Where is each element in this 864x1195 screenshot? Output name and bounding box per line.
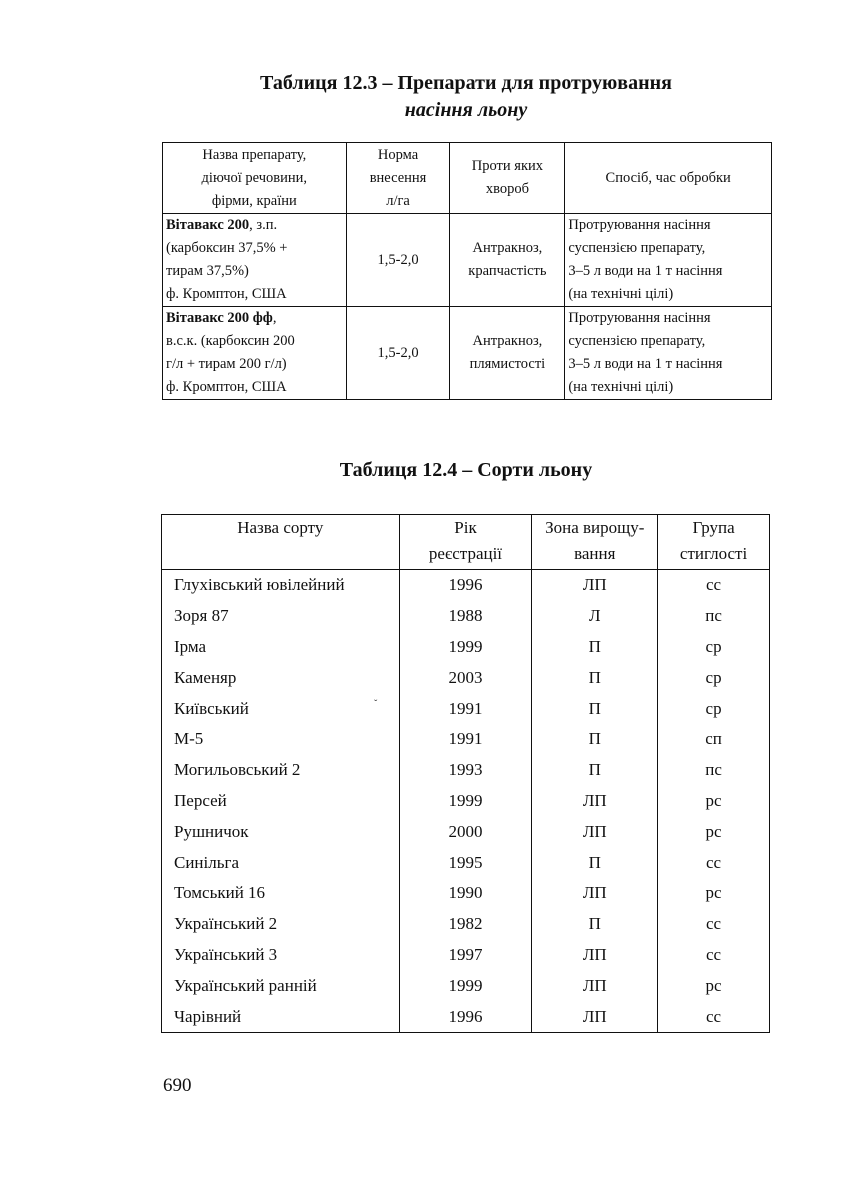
ripeness-group: ср	[658, 662, 770, 693]
registration-year: 1997	[399, 940, 532, 971]
t1-cell-disease: Антракноз, плямистості	[450, 307, 565, 400]
growing-zone: Л	[532, 601, 658, 632]
t1-cell-method: Протруювання насіння суспензією препарату, 3–5 л води на 1 т насіння (на технічні цілі)	[565, 307, 772, 400]
table-row	[162, 662, 770, 693]
table-12-3-title-line2: насіння льону	[404, 99, 528, 121]
variety-name: М-5	[162, 724, 400, 755]
registration-year: 1991	[399, 724, 532, 755]
ripeness-group: сп	[658, 724, 770, 755]
table-row	[162, 601, 770, 632]
t1-row	[163, 214, 772, 307]
registration-year: 1996	[399, 570, 532, 601]
t2-header-group: Група стиглості	[658, 515, 770, 570]
table-row	[162, 570, 770, 601]
variety-name: Київський	[162, 693, 400, 724]
variety-name: Глухівський ювілейний	[162, 570, 400, 601]
growing-zone: ЛП	[532, 816, 658, 847]
registration-year: 1988	[399, 601, 532, 632]
t2-header-variety: Назва сорту	[162, 515, 400, 570]
registration-year: 2000	[399, 816, 532, 847]
growing-zone: П	[532, 632, 658, 663]
t1-header-method: Спосіб, час обробки	[565, 143, 772, 214]
variety-name: Персей	[162, 786, 400, 817]
variety-name: Український 2	[162, 909, 400, 940]
scan-speck: ˇ	[374, 699, 378, 710]
table-row	[162, 1001, 770, 1032]
ripeness-group: пс	[658, 601, 770, 632]
growing-zone: П	[532, 909, 658, 940]
t1-row	[163, 307, 772, 400]
registration-year: 2003	[399, 662, 532, 693]
t2-body	[162, 570, 770, 1033]
growing-zone: ЛП	[532, 1001, 658, 1032]
t1-cell-rate: 1,5-2,0	[346, 214, 450, 307]
ripeness-group: пс	[658, 755, 770, 786]
registration-year: 1995	[399, 847, 532, 878]
table-row	[162, 970, 770, 1001]
t1-header-name: Назва препарату, діючої речовини, фірми, країни	[163, 143, 347, 214]
registration-year: 1982	[399, 909, 532, 940]
growing-zone: ЛП	[532, 970, 658, 1001]
table-row	[162, 847, 770, 878]
ripeness-group: сс	[658, 570, 770, 601]
t1-header-disease: Проти яких хвороб	[450, 143, 565, 214]
table-12-3-title-line1: Таблиця 12.3 – Препарати для протруювання	[260, 72, 672, 94]
registration-year: 1990	[399, 878, 532, 909]
variety-name: Томський 16	[162, 878, 400, 909]
t1-header-rate: Норма внесення л/га	[346, 143, 450, 214]
registration-year: 1991	[399, 693, 532, 724]
variety-name: Могильовський 2	[162, 755, 400, 786]
table-row	[162, 816, 770, 847]
variety-name: Український 3	[162, 940, 400, 971]
t1-cell-name: Вітавакс 200 фф, в.с.к. (карбоксин 200 г/л + тирам 200 г/л) ф. Кромптон, США	[163, 307, 347, 400]
growing-zone: ЛП	[532, 940, 658, 971]
growing-zone: ЛП	[532, 878, 658, 909]
variety-name: Чарівний	[162, 1001, 400, 1032]
growing-zone: П	[532, 847, 658, 878]
ripeness-group: ср	[658, 632, 770, 663]
ripeness-group: сс	[658, 909, 770, 940]
flax-varieties-table	[161, 514, 770, 1033]
growing-zone: П	[532, 662, 658, 693]
growing-zone: ЛП	[532, 786, 658, 817]
variety-name: Ірма	[162, 632, 400, 663]
table-row	[162, 786, 770, 817]
variety-name: Рушничок	[162, 816, 400, 847]
table-12-4-title: Таблиця 12.4 – Сорти льону	[339, 459, 593, 481]
growing-zone: ЛП	[532, 570, 658, 601]
ripeness-group: рс	[658, 786, 770, 817]
t1-cell-method: Протруювання насіння суспензією препарату, 3–5 л води на 1 т насіння (на технічні цілі)	[565, 214, 772, 307]
growing-zone: П	[532, 724, 658, 755]
t1-cell-rate: 1,5-2,0	[346, 307, 450, 400]
table-row	[162, 878, 770, 909]
ripeness-group: сс	[658, 847, 770, 878]
registration-year: 1999	[399, 786, 532, 817]
ripeness-group: сс	[658, 940, 770, 971]
table-12-3-title	[162, 70, 770, 124]
variety-name: Каменяр	[162, 662, 400, 693]
table-row	[162, 632, 770, 663]
page-number: 690	[163, 1075, 192, 1096]
variety-name: Синільга	[162, 847, 400, 878]
ripeness-group: рс	[658, 816, 770, 847]
seed-treatment-table	[162, 142, 772, 400]
growing-zone: П	[532, 755, 658, 786]
ripeness-group: рс	[658, 878, 770, 909]
t2-header-year: Рік реєстрації	[399, 515, 532, 570]
t1-cell-disease: Антракноз, крапчастість	[450, 214, 565, 307]
table-row	[162, 909, 770, 940]
table-row	[162, 755, 770, 786]
variety-name: Український ранній	[162, 970, 400, 1001]
t1-cell-name: Вітавакс 200, з.п. (карбоксин 37,5% + тирам 37,5%) ф. Кромптон, США	[163, 214, 347, 307]
ripeness-group: ср	[658, 693, 770, 724]
registration-year: 1996	[399, 1001, 532, 1032]
ripeness-group: сс	[658, 1001, 770, 1032]
registration-year: 1993	[399, 755, 532, 786]
growing-zone: П	[532, 693, 658, 724]
t2-header-zone: Зона вирощу- вання	[532, 515, 658, 570]
variety-name: Зоря 87	[162, 601, 400, 632]
table-row	[162, 693, 770, 724]
ripeness-group: рс	[658, 970, 770, 1001]
table-row	[162, 724, 770, 755]
registration-year: 1999	[399, 970, 532, 1001]
table-row	[162, 940, 770, 971]
registration-year: 1999	[399, 632, 532, 663]
